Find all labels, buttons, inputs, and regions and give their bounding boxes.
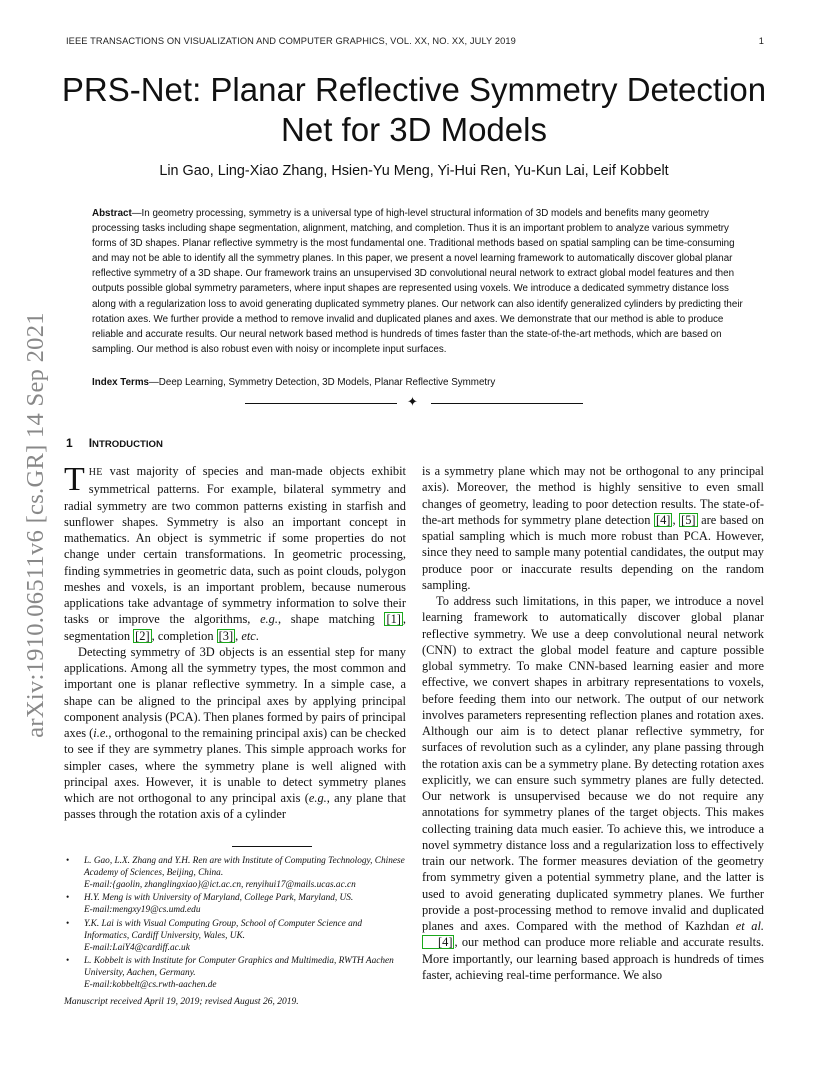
footnote-rule: [232, 846, 312, 847]
abstract-text: —In geometry processing, symmetry is a universal type of high-level structural information of 3D models and benefits many geometry processing tasks including shape segmentation, alignment, matching, and completion. Thus it is an important problem to analyze various symmetry forms of 3D shapes. Planar reflective symmetry is the most fundamental one. Traditional methods based on spatial sampling can be time-consuming and may not be able to identify all the symmetry planes. In this paper, we present a novel learning framework to automatically discover global planar reflective symmetry of a 3D shape. Our framework trains an unsupervised 3D convolutional neural network to extract global model features and then outputs possible global symmetry parameters, where input shapes are represented using voxels. We introduce a dedicated symmetry distance loss along with a regularization loss to avoid generating duplicated symmetry planes. Our network can also identify generalized cylinders by predicting their rotation axes. We further provide a method to remove invalid and duplicated planes and axes. We demonstrate that our method is able to produce reliable and accurate results. Our neural network based method is hundreds of times faster than the state-of-the-art methods, which are based on sampling. Our method is also robust even with noisy or incomplete input surfaces.: [92, 208, 743, 355]
footnote-item: [64, 893, 408, 917]
italic-abbrev: e.g.: [308, 791, 327, 805]
footnote-affiliation: Y.K. Lai is with Visual Computing Group, School of Computer Science and Informatics, Cardiff University, Wales, UK.: [84, 918, 363, 941]
footnote-email: E-mail:{gaolin, zhanglingxiao}@ict.ac.cn, renyihui17@mails.ucas.ac.cn: [84, 879, 356, 890]
bullet-icon: •: [66, 956, 70, 967]
journal-name: IEEE TRANSACTIONS ON VISUALIZATION AND COMPUTER GRAPHICS, VOL. XX, NO. XX, JULY 2019: [66, 36, 516, 46]
paragraph-text: .: [255, 628, 259, 643]
footnote-item: [64, 956, 408, 991]
footnote-affiliation: L. Kobbelt is with Institute for Computer Graphics and Multimedia, RWTH Aachen University, Aachen, Germany.: [84, 956, 394, 979]
author-footnotes: [64, 856, 408, 994]
section-divider: [245, 396, 583, 412]
drop-cap: T: [64, 461, 85, 498]
divider-line-left: [245, 403, 397, 404]
author-list: Lin Gao, Ling-Xiao Zhang, Hsien-Yu Meng, Yi-Hui Ren, Yu-Kun Lai, Leif Kobbelt: [159, 163, 669, 179]
bullet-icon: •: [66, 856, 70, 866]
citation-link[interactable]: [3]: [218, 628, 234, 643]
running-header: [66, 36, 764, 50]
citation-link[interactable]: [2]: [135, 628, 150, 643]
paragraph-text: To address such limitations, in this paper, we introduce a novel learning framework to automatically discover global planar reflective symmetry. We use a deep convolutional neural network (CNN) to extract the global model feature and capture possible global symmetry. To make CNN-based learning easier and more effective, we convert shapes in arbitrary representations to voxels, before feeding them into our network. The output of our network involves parameters representing reflection planes and rotation axes. Although our aim is to detect planar reflective symmetry, for surfaces of revolution such as a cylinder, any plane passing through the rotation axis can be a symmetry plane. By detecting rotation axes explicitly, we can ensure such symmetry planes are fully detected. Our network is unsupervised because we do not require any annotations for symmetry planes of the target objects. This makes collecting training data much easier. To achieve this, we introduce a novel symmetry distance loss and a regularization loss to effectively train our network. The former measures deviation of the geometry from symmetry given a potential symmetry plane, and the latter is used to avoid generating duplicated symmetry planes. We further provide a post-processing method to remove invalid and duplicated planes and axes. Compared with the method of Kazhdan: [422, 594, 765, 933]
footnote-affiliation: L. Gao, L.X. Zhang and Y.H. Ren are with Institute of Computing Technology, Chinese Academy of Sciences, Beijing, China.: [84, 856, 405, 878]
bullet-icon: •: [66, 918, 70, 929]
footnote-item: [64, 856, 408, 891]
footnote-item: [64, 919, 408, 954]
footnote-email: E-mail:mengxy19@cs.umd.edu: [84, 905, 201, 916]
paragraph-text: , shape matching: [277, 612, 385, 627]
footnote-email: E-mail:LaiY4@cardiff.ac.uk: [84, 942, 190, 953]
section-title-rest: NTRODUCTION: [92, 439, 163, 450]
paragraph-intro-1: [64, 463, 406, 644]
paper-title: [40, 70, 788, 150]
citation-link[interactable]: [4]: [422, 935, 454, 949]
paragraph-intro-4: [422, 593, 764, 983]
paragraph-text: are based on spatial sampling which is much more robust than PCA. However, since they need to sample many potential candidates, the output may produce poor or inaccurate results depending on the random sampling.: [422, 512, 764, 592]
manuscript-note: Manuscript received April 19, 2019; revised August 26, 2019.: [64, 997, 299, 1007]
italic-abbrev: e.g.: [260, 612, 278, 627]
title-line-1: PRS-Net: Planar Reflective Symmetry Detection: [61, 71, 767, 108]
section-title-initial: I: [88, 436, 93, 450]
paragraph-text: , segmentation: [64, 612, 406, 643]
paragraph-text: , orthogonal to the remaining principal axis) can be checked to see if they are symmetry planes. This simple approach works for simpler cases, where the symmetry plane is well aligned with principal axes. However, it is unable to detect symmetry planes which are not orthogonal to any principal axis (: [64, 726, 406, 805]
citation-link[interactable]: [4]: [655, 512, 671, 527]
index-terms-label: Index Terms: [92, 377, 149, 388]
left-column: [64, 463, 406, 823]
paragraph-text: , any plane that passes through the rotation axis of a cylinder: [64, 791, 407, 822]
arxiv-stamp: [12, 290, 60, 760]
italic-abbrev: i.e.: [93, 726, 109, 740]
paragraph-text: , our method can produce more reliable and accurate results. More importantly, our learning based approach is hundreds of times faster, achieving real-time performance. We also: [422, 935, 764, 982]
citation-link[interactable]: [1]: [386, 612, 401, 627]
paragraph-intro-2: [64, 644, 406, 823]
section-heading: [66, 436, 163, 450]
section-number: 1: [66, 436, 73, 450]
small-caps-lead: HE: [88, 467, 103, 478]
title-line-2: Net for 3D Models: [281, 111, 547, 148]
paragraph-text: , completion: [151, 628, 217, 643]
paragraph-text: Detecting symmetry of 3D objects is an essential step for many applications. Among all the symmetry types, the most common and important one is planar reflective symmetry. In a simple case, a shape can be aligned to the principal axes by applying principal component analysis (PCA). Then planes formed by pairs of principal axes (: [64, 644, 406, 740]
page-number: 1: [758, 36, 764, 46]
abstract-label: Abstract: [92, 208, 132, 219]
abstract: [92, 206, 744, 357]
paragraph-text: vast majority of species and man-made objects exhibit symmetrical patterns. For example, bilateral symmetry and radial symmetry are two common patterns existing in starfish and sunflower shapes. Symmetry is also an important concept in mathematics. An object is symmetric if some properties do not change under certain transformations. In geometric processing, finding symmetries in geometric data, such as point clouds, polygon meshes and voxels, is an important problem, because numerous applications take advantage of symmetry information to solve their tasks or improve the algorithms,: [64, 464, 406, 627]
paragraph-text: ,: [672, 512, 680, 527]
paragraph-intro-3: [422, 463, 764, 593]
italic-abbrev: et al.: [735, 919, 764, 933]
bullet-icon: •: [66, 893, 70, 904]
index-terms: [92, 376, 744, 390]
divider-star-icon: ✦: [407, 395, 418, 410]
footnote-affiliation: H.Y. Meng is with University of Maryland, College Park, Maryland, US.: [84, 893, 354, 904]
divider-line-right: [431, 403, 583, 404]
paragraph-text: is a symmetry plane which may not be orthogonal to any principal axis). Moreover, the method is highly sensitive to even small changes of geometry, leading to poor detection results. The state-of-the-art methods for symmetry plane detection: [422, 464, 764, 527]
footnote-email: E-mail:kobbelt@cs.rwth-aachen.de: [84, 979, 217, 990]
italic-abbrev: etc: [241, 628, 256, 643]
index-terms-text: —Deep Learning, Symmetry Detection, 3D Models, Planar Reflective Symmetry: [149, 377, 496, 388]
right-column: [422, 463, 764, 983]
citation-link[interactable]: [5]: [681, 512, 696, 527]
paragraph-text: ,: [235, 628, 242, 643]
arxiv-identifier: arXiv:1910.06511v6 [cs.GR] 14 Sep 2021: [22, 312, 49, 738]
